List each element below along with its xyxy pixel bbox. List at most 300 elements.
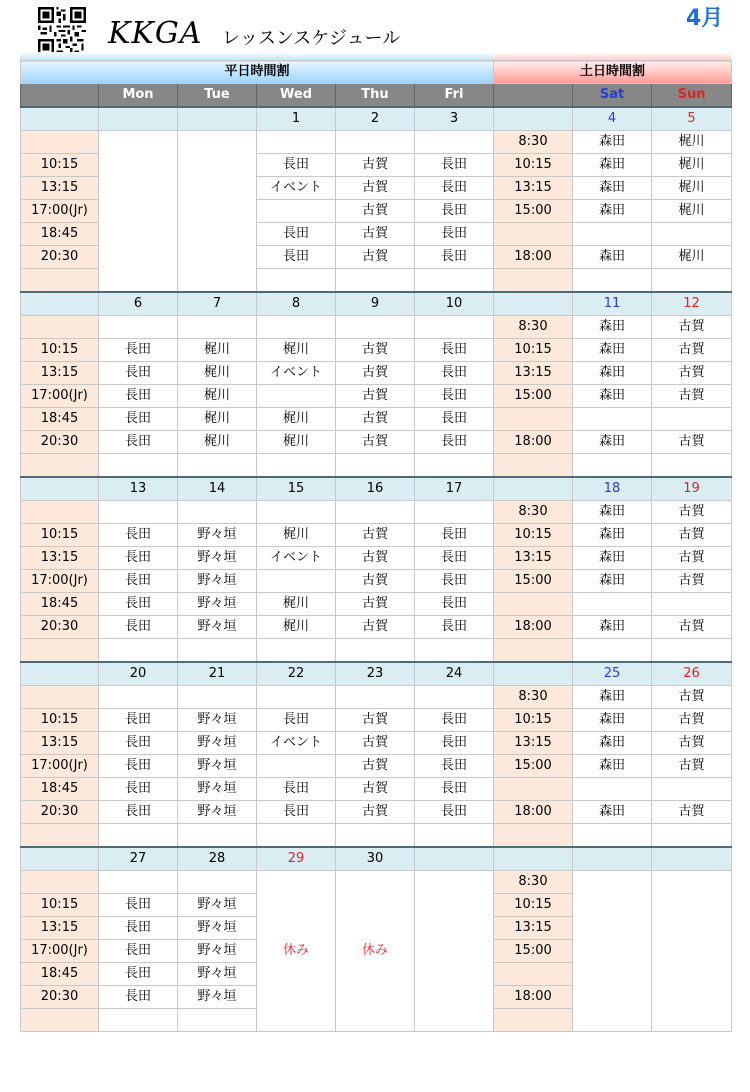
- lesson-cell-mon: [99, 501, 178, 524]
- lesson-schedule-table: [20, 60, 732, 1032]
- lesson-cell-fri: [415, 824, 494, 848]
- lesson-cell-sun: 古賀: [652, 570, 732, 593]
- lesson-cell-tue: [178, 824, 257, 848]
- lesson-cell-mon: 長田: [99, 593, 178, 616]
- lesson-cell-sun: 梶川: [652, 177, 732, 200]
- lesson-cell-wed: [257, 501, 336, 524]
- lesson-cell-sat: 森田: [573, 686, 652, 709]
- lesson-cell-thu: 古賀: [336, 362, 415, 385]
- weekend-time-cell: 8:30: [494, 871, 573, 894]
- date-tue: 21: [178, 662, 257, 686]
- lesson-cell-wed: [257, 269, 336, 293]
- date-mon: 20: [99, 662, 178, 686]
- day-name-sat: Sat: [573, 84, 652, 108]
- lesson-cell-sat: [573, 824, 652, 848]
- lesson-cell-tue: 野々垣: [178, 709, 257, 732]
- lesson-cell-sun: 古賀: [652, 385, 732, 408]
- lesson-cell-fri: 長田: [415, 177, 494, 200]
- weekend-time-cell: 15:00: [494, 570, 573, 593]
- weekend-time-cell: 13:15: [494, 547, 573, 570]
- lesson-cell-thu: [336, 131, 415, 154]
- date-thu: 9: [336, 292, 415, 316]
- lesson-cell-sat: [573, 408, 652, 431]
- weekday-time-cell: 20:30: [21, 246, 99, 269]
- lesson-cell-sat: 森田: [573, 501, 652, 524]
- day-name-sun: Sun: [652, 84, 732, 108]
- lesson-cell-sun: 梶川: [652, 154, 732, 177]
- lesson-cell-mon: 長田: [99, 917, 178, 940]
- lesson-cell-sat: [573, 639, 652, 663]
- month-label: 4月: [686, 6, 724, 31]
- weekday-time-cell: [21, 454, 99, 478]
- lesson-cell-fri: 長田: [415, 246, 494, 269]
- lesson-cell-fri: 長田: [415, 223, 494, 246]
- weekday-time-cell: 17:00(Jr): [21, 385, 99, 408]
- lesson-cell-sun: [652, 223, 732, 246]
- date-sun: 19: [652, 477, 732, 501]
- lesson-cell-thu: 古賀: [336, 431, 415, 454]
- lesson-cell-sun: 古賀: [652, 686, 732, 709]
- schedule-row: [21, 616, 732, 639]
- lesson-cell-tue: [178, 501, 257, 524]
- weekend-time-cell: 13:15: [494, 732, 573, 755]
- lesson-cell-thu: 古賀: [336, 732, 415, 755]
- lesson-cell-thu: [336, 316, 415, 339]
- schedule-row: [21, 547, 732, 570]
- lesson-cell-mon: 長田: [99, 755, 178, 778]
- lesson-cell-thu: 古賀: [336, 177, 415, 200]
- date-sun: [652, 847, 732, 871]
- lesson-cell-mon: 長田: [99, 547, 178, 570]
- lesson-cell-fri: 長田: [415, 385, 494, 408]
- schedule-row: [21, 732, 732, 755]
- weekend-time-cell: 10:15: [494, 709, 573, 732]
- lesson-cell-mon: 長田: [99, 570, 178, 593]
- lesson-cell-sun: 梶川: [652, 131, 732, 154]
- lesson-cell-sun: 古賀: [652, 524, 732, 547]
- weekend-time-cell: [494, 223, 573, 246]
- date-tue: 7: [178, 292, 257, 316]
- lesson-cell-fri: 長田: [415, 362, 494, 385]
- week-date-row: [21, 107, 732, 131]
- weekday-time-cell: 13:15: [21, 732, 99, 755]
- rest-day-thu: 休み: [336, 871, 415, 1032]
- schedule-row: [21, 339, 732, 362]
- lesson-cell-tue: 野々垣: [178, 570, 257, 593]
- lesson-cell-sun: 古賀: [652, 547, 732, 570]
- lesson-cell-thu: [336, 269, 415, 293]
- weekday-time-cell: [21, 1009, 99, 1032]
- date-wed: 15: [257, 477, 336, 501]
- schedule-row: [21, 639, 732, 663]
- date-tue: 28: [178, 847, 257, 871]
- date-sun: 12: [652, 292, 732, 316]
- lesson-cell-wed: 梶川: [257, 339, 336, 362]
- date-fri: 17: [415, 477, 494, 501]
- lesson-cell-sat: 森田: [573, 177, 652, 200]
- lesson-cell-thu: 古賀: [336, 223, 415, 246]
- lesson-cell-wed: [257, 755, 336, 778]
- weekday-time-cell: 13:15: [21, 362, 99, 385]
- weekend-time-cell: [494, 269, 573, 293]
- weekend-time-cell: 18:00: [494, 431, 573, 454]
- weekend-time-cell: [494, 593, 573, 616]
- lesson-cell-sat: 森田: [573, 339, 652, 362]
- weekend-time-cell: 15:00: [494, 940, 573, 963]
- lesson-cell-tue: 梶川: [178, 408, 257, 431]
- date-sat: [573, 847, 652, 871]
- lesson-cell-tue: 梶川: [178, 385, 257, 408]
- schedule-row: [21, 454, 732, 478]
- lesson-cell-thu: [336, 501, 415, 524]
- lesson-cell-thu: 古賀: [336, 408, 415, 431]
- date-thu: 23: [336, 662, 415, 686]
- lesson-cell-sun: 古賀: [652, 339, 732, 362]
- lesson-cell-wed: 長田: [257, 709, 336, 732]
- schedule-row: [21, 755, 732, 778]
- weekend-time-cell: 10:15: [494, 894, 573, 917]
- weekend-time-cell: [494, 1009, 573, 1032]
- lesson-cell-sun: 古賀: [652, 616, 732, 639]
- lesson-cell-sun: [652, 593, 732, 616]
- schedule-row: [21, 385, 732, 408]
- weekend-time-cell: 15:00: [494, 385, 573, 408]
- lesson-cell-wed: 長田: [257, 801, 336, 824]
- lesson-cell-sat: 森田: [573, 362, 652, 385]
- lesson-cell-fri: 長田: [415, 200, 494, 223]
- lesson-cell-wed: [257, 454, 336, 478]
- lesson-cell-fri: [415, 501, 494, 524]
- lesson-cell-tue: 野々垣: [178, 917, 257, 940]
- weekday-time-cell: 20:30: [21, 986, 99, 1009]
- lesson-cell-sun: 古賀: [652, 501, 732, 524]
- lesson-cell-tue: 野々垣: [178, 524, 257, 547]
- page-title: レッスンスケジュール: [222, 28, 401, 49]
- day-name-tue: Tue: [178, 84, 257, 108]
- schedule-row: [21, 431, 732, 454]
- week-date-row: [21, 292, 732, 316]
- weekday-time-cell: 17:00(Jr): [21, 200, 99, 223]
- logo: KKGA: [108, 16, 203, 51]
- lesson-cell-sun: [652, 454, 732, 478]
- weekday-time-cell: [21, 824, 99, 848]
- date-fri: 3: [415, 107, 494, 131]
- lesson-cell-wed: 長田: [257, 246, 336, 269]
- weekday-time-cell: 18:45: [21, 223, 99, 246]
- lesson-cell-tue: 野々垣: [178, 963, 257, 986]
- week-date-row: [21, 847, 732, 871]
- weekday-time-cell: 18:45: [21, 963, 99, 986]
- lesson-cell-thu: [336, 824, 415, 848]
- weekend-time-cell: 18:00: [494, 246, 573, 269]
- schedule-row: [21, 709, 732, 732]
- lesson-cell-mon: 長田: [99, 963, 178, 986]
- lesson-cell-tue: 野々垣: [178, 616, 257, 639]
- lesson-cell-sat: [573, 223, 652, 246]
- weekend-time-cell: 10:15: [494, 339, 573, 362]
- lesson-cell-sat: 森田: [573, 385, 652, 408]
- lesson-cell-mon: 長田: [99, 431, 178, 454]
- date-blank: [494, 292, 573, 316]
- lesson-cell-tue: 野々垣: [178, 986, 257, 1009]
- weekend-time-cell: 18:00: [494, 986, 573, 1009]
- lesson-cell-sat: 森田: [573, 616, 652, 639]
- lesson-cell-mon: 長田: [99, 408, 178, 431]
- lesson-cell-fri: 長田: [415, 547, 494, 570]
- lesson-cell-mon: 長田: [99, 709, 178, 732]
- lesson-cell-thu: 古賀: [336, 801, 415, 824]
- lesson-cell-mon: 長田: [99, 362, 178, 385]
- lesson-cell-sat: [573, 454, 652, 478]
- lesson-cell-fri: 長田: [415, 154, 494, 177]
- date-fri: [415, 847, 494, 871]
- schedule-row: [21, 778, 732, 801]
- date-blank: [494, 107, 573, 131]
- section-header-row: [21, 61, 732, 84]
- lesson-cell-sat: 森田: [573, 431, 652, 454]
- lesson-cell-tue: 野々垣: [178, 778, 257, 801]
- date-blank: [21, 292, 99, 316]
- lesson-cell-sat: 森田: [573, 570, 652, 593]
- weekend-time-cell: 15:00: [494, 200, 573, 223]
- lesson-cell-fri: 長田: [415, 755, 494, 778]
- lesson-cell-sun: [652, 871, 732, 1032]
- date-blank: [21, 107, 99, 131]
- date-wed: 29: [257, 847, 336, 871]
- lesson-cell-tue: [178, 686, 257, 709]
- lesson-cell-wed: 長田: [257, 223, 336, 246]
- weekend-time-cell: 18:00: [494, 616, 573, 639]
- weekend-section-label: 土日時間割: [494, 61, 732, 84]
- lesson-cell-tue: [178, 639, 257, 663]
- lesson-cell-mon: 長田: [99, 986, 178, 1009]
- schedule-row: [21, 362, 732, 385]
- lesson-cell-mon: [99, 131, 178, 293]
- lesson-cell-wed: [257, 131, 336, 154]
- day-name-fri: Fri: [415, 84, 494, 108]
- lesson-cell-thu: 古賀: [336, 778, 415, 801]
- date-blank: [21, 477, 99, 501]
- day-name-row: [21, 84, 732, 108]
- lesson-cell-sun: [652, 778, 732, 801]
- lesson-cell-wed: [257, 200, 336, 223]
- weekday-time-cell: 13:15: [21, 177, 99, 200]
- lesson-cell-sat: 森田: [573, 524, 652, 547]
- lesson-cell-sat: [573, 593, 652, 616]
- lesson-cell-mon: 長田: [99, 524, 178, 547]
- date-blank: [494, 477, 573, 501]
- lesson-cell-tue: 野々垣: [178, 755, 257, 778]
- lesson-cell-wed: 長田: [257, 778, 336, 801]
- date-thu: 16: [336, 477, 415, 501]
- lesson-cell-wed: 梶川: [257, 431, 336, 454]
- lesson-cell-sun: 梶川: [652, 200, 732, 223]
- lesson-cell-sat: 森田: [573, 732, 652, 755]
- lesson-cell-tue: 梶川: [178, 431, 257, 454]
- schedule-row: [21, 524, 732, 547]
- lesson-cell-sun: 古賀: [652, 709, 732, 732]
- lesson-cell-wed: [257, 639, 336, 663]
- lesson-cell-sat: 森田: [573, 709, 652, 732]
- lesson-cell-mon: 長田: [99, 339, 178, 362]
- lesson-cell-wed: イベント: [257, 732, 336, 755]
- lesson-cell-mon: 長田: [99, 940, 178, 963]
- weekend-time-cell: 13:15: [494, 917, 573, 940]
- weekday-time-cell: [21, 501, 99, 524]
- lesson-cell-tue: 梶川: [178, 362, 257, 385]
- lesson-cell-sat: 森田: [573, 131, 652, 154]
- lesson-cell-sat: 森田: [573, 755, 652, 778]
- date-sat: 18: [573, 477, 652, 501]
- weekday-time-cell: 18:45: [21, 593, 99, 616]
- weekday-section-label: 平日時間割: [21, 61, 494, 84]
- date-wed: 8: [257, 292, 336, 316]
- schedule-row: [21, 131, 732, 154]
- weekend-time-cell: 8:30: [494, 686, 573, 709]
- lesson-cell-thu: 古賀: [336, 246, 415, 269]
- lesson-cell-mon: [99, 639, 178, 663]
- lesson-cell-wed: 梶川: [257, 408, 336, 431]
- lesson-cell-tue: 野々垣: [178, 732, 257, 755]
- date-fri: 10: [415, 292, 494, 316]
- weekday-time-cell: 13:15: [21, 547, 99, 570]
- lesson-cell-tue: 梶川: [178, 339, 257, 362]
- lesson-cell-mon: [99, 454, 178, 478]
- weekday-time-cell: 17:00(Jr): [21, 940, 99, 963]
- lesson-cell-tue: [178, 454, 257, 478]
- lesson-cell-thu: 古賀: [336, 593, 415, 616]
- lesson-cell-fri: 長田: [415, 570, 494, 593]
- date-mon: 6: [99, 292, 178, 316]
- lesson-cell-sun: [652, 269, 732, 293]
- schedule-row: [21, 593, 732, 616]
- lesson-cell-sun: [652, 408, 732, 431]
- lesson-cell-sun: 古賀: [652, 362, 732, 385]
- lesson-cell-sun: 古賀: [652, 316, 732, 339]
- date-mon: [99, 107, 178, 131]
- lesson-cell-mon: 長田: [99, 616, 178, 639]
- weekday-time-cell: 10:15: [21, 154, 99, 177]
- weekday-time-cell: 20:30: [21, 801, 99, 824]
- lesson-cell-thu: [336, 639, 415, 663]
- date-blank: [21, 847, 99, 871]
- lesson-cell-sun: [652, 639, 732, 663]
- lesson-cell-thu: 古賀: [336, 200, 415, 223]
- weekend-time-cell: 15:00: [494, 755, 573, 778]
- weekend-time-cell: [494, 963, 573, 986]
- date-blank: [21, 662, 99, 686]
- lesson-cell-tue: [178, 316, 257, 339]
- lesson-cell-wed: イベント: [257, 362, 336, 385]
- lesson-cell-thu: 古賀: [336, 709, 415, 732]
- lesson-cell-mon: 長田: [99, 732, 178, 755]
- header-accent-weekday: [20, 52, 494, 60]
- weekday-time-cell: 18:45: [21, 408, 99, 431]
- lesson-cell-mon: 長田: [99, 894, 178, 917]
- weekend-time-cell: [494, 824, 573, 848]
- lesson-cell-sun: [652, 824, 732, 848]
- lesson-cell-sat: [573, 778, 652, 801]
- day-name-mon: Mon: [99, 84, 178, 108]
- lesson-cell-tue: [178, 1009, 257, 1032]
- schedule-row: [21, 686, 732, 709]
- lesson-cell-sat: [573, 269, 652, 293]
- lesson-cell-fri: [415, 269, 494, 293]
- lesson-cell-fri: 長田: [415, 801, 494, 824]
- lesson-cell-fri: 長田: [415, 339, 494, 362]
- weekday-time-cell: 20:30: [21, 431, 99, 454]
- lesson-cell-thu: 古賀: [336, 339, 415, 362]
- day-name-wed: Wed: [257, 84, 336, 108]
- date-mon: 27: [99, 847, 178, 871]
- lesson-cell-mon: 長田: [99, 778, 178, 801]
- schedule-row: [21, 570, 732, 593]
- qr-code-icon: [38, 7, 86, 55]
- lesson-cell-thu: 古賀: [336, 755, 415, 778]
- weekend-time-cell: [494, 639, 573, 663]
- date-blank: [494, 662, 573, 686]
- lesson-cell-sun: 古賀: [652, 755, 732, 778]
- lesson-cell-fri: 長田: [415, 778, 494, 801]
- schedule-row: [21, 408, 732, 431]
- date-mon: 13: [99, 477, 178, 501]
- weekday-time-cell: 17:00(Jr): [21, 570, 99, 593]
- lesson-cell-sat: [573, 871, 652, 1032]
- lesson-cell-sat: 森田: [573, 801, 652, 824]
- lesson-cell-tue: [178, 131, 257, 293]
- schedule-row: [21, 801, 732, 824]
- lesson-cell-fri: [415, 686, 494, 709]
- lesson-cell-sat: 森田: [573, 246, 652, 269]
- week-date-row: [21, 477, 732, 501]
- lesson-cell-sun: 古賀: [652, 732, 732, 755]
- weekday-time-cell: [21, 316, 99, 339]
- lesson-cell-fri: [415, 454, 494, 478]
- lesson-cell-thu: 古賀: [336, 616, 415, 639]
- lesson-cell-mon: [99, 686, 178, 709]
- schedule-row: [21, 824, 732, 848]
- day-name-thu: Thu: [336, 84, 415, 108]
- lesson-cell-fri: [415, 316, 494, 339]
- lesson-cell-mon: 長田: [99, 385, 178, 408]
- weekday-time-cell: [21, 686, 99, 709]
- lesson-cell-fri: 長田: [415, 408, 494, 431]
- weekday-time-cell: 10:15: [21, 524, 99, 547]
- lesson-cell-sun: 古賀: [652, 801, 732, 824]
- lesson-cell-fri: 長田: [415, 431, 494, 454]
- lesson-cell-sat: 森田: [573, 200, 652, 223]
- lesson-cell-thu: 古賀: [336, 524, 415, 547]
- date-sat: 11: [573, 292, 652, 316]
- weekday-time-cell: 10:15: [21, 894, 99, 917]
- weekday-time-cell: 10:15: [21, 709, 99, 732]
- lesson-cell-mon: [99, 1009, 178, 1032]
- date-sun: 26: [652, 662, 732, 686]
- weekend-time-cell: [494, 778, 573, 801]
- page-header: [0, 0, 750, 60]
- lesson-cell-sat: 森田: [573, 316, 652, 339]
- date-thu: 2: [336, 107, 415, 131]
- lesson-cell-fri: [415, 871, 494, 1032]
- lesson-cell-wed: [257, 570, 336, 593]
- date-blank: [494, 847, 573, 871]
- lesson-cell-wed: [257, 824, 336, 848]
- lesson-cell-sun: 古賀: [652, 431, 732, 454]
- rest-day-wed: 休み: [257, 871, 336, 1032]
- lesson-cell-fri: [415, 131, 494, 154]
- weekend-time-cell: 13:15: [494, 177, 573, 200]
- lesson-cell-sat: 森田: [573, 154, 652, 177]
